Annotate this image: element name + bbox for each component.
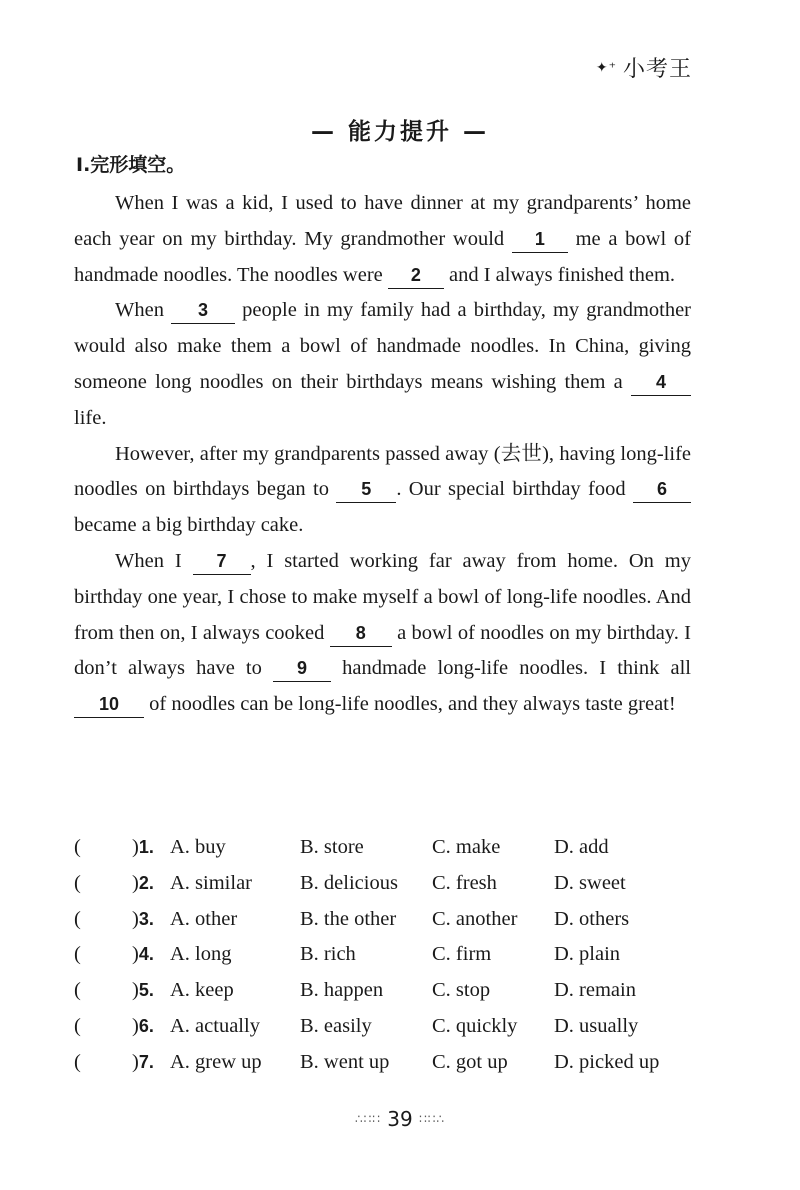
blank-5[interactable]: 5: [336, 476, 396, 503]
question-row: [74, 1009, 704, 1045]
blank-2[interactable]: 2: [388, 262, 444, 289]
option-a[interactable]: A. grew up: [170, 1050, 262, 1073]
option-d[interactable]: D. others: [554, 907, 630, 930]
passage-paragraph-3: [74, 437, 691, 544]
dot-ornament-left: ∴∷∷: [355, 1112, 381, 1126]
option-d[interactable]: D. usually: [554, 1014, 639, 1037]
option-b[interactable]: B. delicious: [300, 871, 398, 894]
question-row: [74, 902, 704, 938]
passage-text: a bowl of noodles on my birthday. I don’t always have to: [74, 621, 691, 680]
paren-right: ): [132, 1050, 139, 1073]
answer-paren-left[interactable]: (: [74, 943, 81, 966]
cloze-passage: [74, 186, 691, 723]
blank-6[interactable]: 6: [633, 476, 691, 503]
option-d[interactable]: D. remain: [554, 979, 636, 1002]
option-a[interactable]: A. keep: [170, 979, 234, 1002]
question-number: 2.: [138, 872, 154, 893]
blank-3[interactable]: 3: [171, 297, 235, 324]
option-b[interactable]: B. store: [300, 836, 364, 858]
question-options: [74, 830, 704, 1081]
answer-paren-left[interactable]: (: [74, 836, 81, 858]
passage-text: When: [115, 299, 172, 322]
question-row: [74, 830, 704, 866]
passage-text: , I started working far away from home. On my birthday one year, I chose to make myself a bowl of long-life noodles. And from then on, I always cooked: [74, 549, 691, 644]
option-c[interactable]: C. firm: [432, 943, 492, 966]
passage-text: handmade long-life noodles. I think all: [331, 657, 691, 680]
option-c[interactable]: C. stop: [432, 979, 491, 1002]
dot-ornament-right: ∷∷∴: [419, 1112, 445, 1126]
question-number: 6.: [138, 1015, 154, 1036]
blank-9[interactable]: 9: [273, 655, 331, 682]
paren-right: ): [132, 979, 139, 1002]
question-number: 4.: [138, 944, 154, 965]
option-d[interactable]: D. sweet: [554, 871, 626, 894]
option-c[interactable]: C. fresh: [432, 871, 497, 894]
passage-text: . Our special birthday food: [396, 478, 633, 501]
option-a[interactable]: A. other: [170, 907, 238, 930]
paren-right: ): [132, 1014, 139, 1037]
option-c[interactable]: C. got up: [432, 1050, 508, 1073]
passage-text: When I was a kid, I used to have dinner at my grandparents’ home each year on my birthday. My grandmother would: [74, 192, 691, 250]
section-title: — 能力提升 —: [310, 119, 489, 145]
option-a[interactable]: A. actually: [170, 1014, 260, 1037]
answer-paren-left[interactable]: (: [74, 907, 81, 930]
passage-text: and I always finished them.: [443, 263, 676, 286]
blank-10[interactable]: 10: [74, 691, 144, 718]
blank-4[interactable]: 4: [631, 369, 691, 396]
brand-name: 小考王: [622, 57, 692, 82]
passage-text: When I: [115, 549, 193, 572]
passage-text: of noodles can be long-life noodles, and they always taste great!: [144, 693, 676, 716]
page-footer: [0, 1107, 800, 1131]
option-d[interactable]: D. plain: [554, 943, 621, 966]
blank-1[interactable]: 1: [512, 226, 568, 253]
passage-paragraph-4: [74, 544, 691, 723]
option-c[interactable]: C. make: [432, 836, 501, 858]
paren-right: ): [132, 907, 139, 930]
option-a[interactable]: A. long: [170, 943, 232, 966]
option-c[interactable]: C. quickly: [432, 1014, 518, 1037]
option-a[interactable]: A. buy: [170, 836, 226, 858]
passage-text: life.: [74, 406, 107, 429]
passage-text: became a big birthday cake.: [74, 514, 304, 537]
question-row: [74, 866, 704, 902]
option-b[interactable]: B. the other: [300, 907, 397, 930]
question-number: 7.: [138, 1051, 154, 1072]
option-b[interactable]: B. rich: [300, 943, 356, 966]
option-c[interactable]: C. another: [432, 907, 518, 930]
question-row: [74, 973, 704, 1009]
part-label: Ⅰ.完形填空。: [76, 154, 186, 176]
answer-paren-left[interactable]: (: [74, 1014, 81, 1037]
blank-7[interactable]: 7: [193, 548, 251, 575]
passage-text: However, after my grandparents passed away (去世), having long-life noodles on birthdays began to: [74, 442, 691, 501]
answer-paren-left[interactable]: (: [74, 979, 81, 1002]
brand-header: [596, 52, 692, 83]
question-row: [74, 1045, 704, 1081]
question-number: 5.: [138, 980, 154, 1001]
page-number: 39: [387, 1107, 413, 1131]
answer-paren-left[interactable]: (: [74, 871, 81, 894]
question-number: 1.: [138, 837, 154, 857]
option-d[interactable]: D. picked up: [554, 1050, 660, 1073]
option-d[interactable]: D. add: [554, 836, 609, 858]
option-b[interactable]: B. easily: [300, 1014, 372, 1037]
question-row: [74, 937, 704, 973]
paren-right: ): [132, 836, 139, 858]
passage-paragraph-1: [74, 186, 691, 293]
paren-right: ): [132, 871, 139, 894]
paren-right: ): [132, 943, 139, 966]
option-a[interactable]: A. similar: [170, 871, 252, 894]
option-b[interactable]: B. happen: [300, 979, 384, 1002]
passage-paragraph-2: [74, 293, 691, 436]
blank-8[interactable]: 8: [330, 620, 392, 647]
question-number: 3.: [138, 908, 154, 929]
sparkle-icon: ✦⁺: [595, 60, 617, 76]
passage-text: people in my family had a birthday, my grandmother would also make them a bowl of handmade noodles. In China, giving someone long noodles on their birthdays means wishing them a: [74, 299, 692, 393]
passage-text: me a bowl of handmade noodles. The noodles were: [74, 227, 691, 286]
answer-paren-left[interactable]: (: [74, 1050, 81, 1073]
option-b[interactable]: B. went up: [300, 1050, 390, 1073]
